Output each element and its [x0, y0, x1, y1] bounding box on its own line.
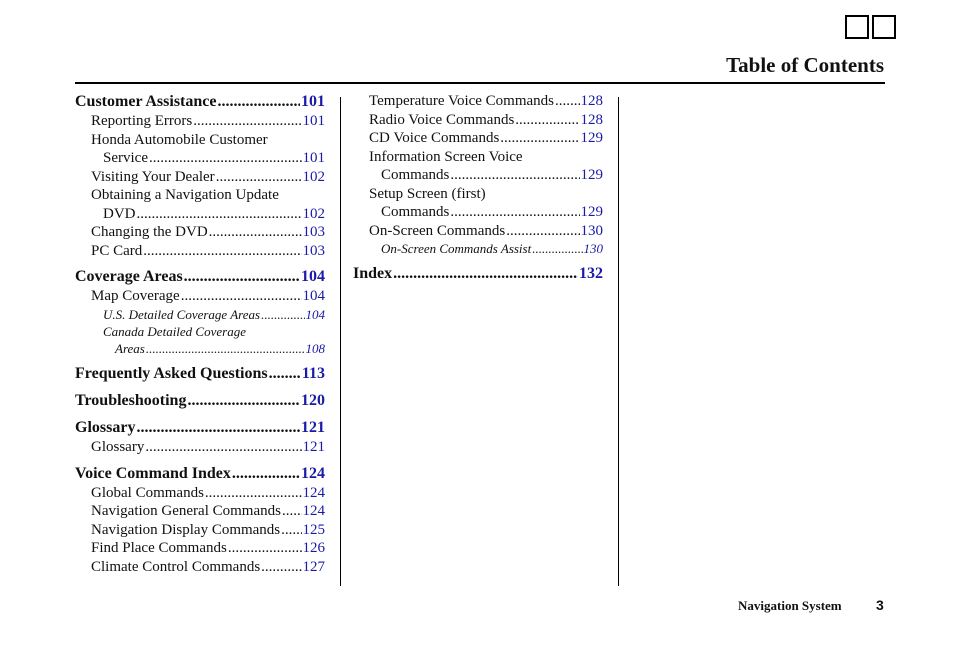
toc-entry-text: Map Coverage	[91, 288, 180, 304]
page-nav-boxes	[845, 15, 896, 39]
dot-leader	[555, 92, 579, 111]
toc-entry-text: Glossary	[91, 439, 145, 456]
toc-entry-text: Changing the DVD	[91, 224, 208, 240]
toc-column-1	[75, 92, 325, 576]
dot-leader	[506, 222, 579, 241]
dot-leader	[500, 129, 579, 148]
toc-entry-text: Reporting Errors	[91, 113, 193, 129]
dot-leader	[216, 168, 302, 187]
dot-leader	[281, 521, 301, 540]
dot-leader	[146, 340, 305, 357]
title-rule	[75, 82, 885, 84]
toc-page-link[interactable]: 128	[580, 93, 603, 109]
toc-entry-text: Information Screen Voice	[369, 148, 523, 165]
toc-page-link[interactable]: 127	[302, 558, 325, 575]
toc-page-link[interactable]: 124	[301, 464, 325, 482]
toc-entry[interactable]	[353, 166, 603, 185]
toc-entry[interactable]	[75, 539, 325, 558]
toc-entry-text: DVD	[103, 205, 136, 222]
toc-entry-text: Temperature Voice Commands	[369, 93, 555, 109]
toc-entry	[75, 323, 325, 340]
toc-entry-text: Frequently Asked Questions	[75, 365, 268, 383]
toc-column-2	[353, 92, 603, 284]
toc-entry[interactable]	[75, 438, 325, 457]
toc-entry-text: Navigation General Commands	[91, 503, 281, 520]
dot-leader	[137, 205, 302, 224]
toc-section[interactable]	[75, 267, 325, 287]
toc-section[interactable]	[75, 418, 325, 438]
toc-entry-text: Areas	[115, 341, 145, 357]
dot-leader	[232, 464, 300, 484]
toc-entry	[75, 131, 325, 150]
dot-leader	[136, 418, 300, 438]
toc-entry	[353, 148, 603, 167]
toc-entry[interactable]	[75, 484, 325, 503]
toc-entry	[75, 186, 325, 205]
dot-leader	[217, 92, 300, 112]
dot-leader	[393, 264, 578, 284]
nav-box-left[interactable]	[845, 15, 869, 39]
toc-page-link[interactable]: 128	[580, 111, 603, 128]
toc-section[interactable]	[75, 391, 325, 411]
toc-page-link[interactable]: 129	[580, 130, 603, 146]
dot-leader	[515, 111, 579, 130]
toc-entry[interactable]	[75, 306, 325, 323]
toc-page-link[interactable]: 124	[302, 484, 325, 501]
page-title: Table of Contents	[726, 53, 884, 77]
dot-leader	[184, 267, 300, 287]
toc-entry[interactable]	[353, 203, 603, 222]
toc-page-link[interactable]: 129	[580, 204, 603, 220]
toc-entry[interactable]	[353, 222, 603, 241]
dot-leader	[532, 240, 582, 257]
toc-page-link[interactable]: 104	[305, 306, 325, 322]
toc-entry[interactable]	[75, 149, 325, 168]
toc-entry[interactable]	[353, 111, 603, 130]
toc-entry-text: Global Commands	[91, 484, 204, 501]
dot-leader	[269, 364, 301, 384]
dot-leader	[187, 391, 300, 411]
toc-section[interactable]	[75, 92, 325, 112]
dot-leader	[181, 287, 302, 306]
toc-entry-text: PC Card	[91, 242, 143, 259]
toc-page-link[interactable]: 103	[302, 242, 325, 259]
dot-leader	[282, 502, 302, 521]
toc-page-link[interactable]: 102	[302, 168, 325, 185]
dot-leader	[209, 223, 302, 242]
toc-entry[interactable]	[75, 168, 325, 187]
column-divider-right	[618, 97, 619, 586]
toc-entry-text: Visiting Your Dealer	[91, 168, 215, 185]
toc-entry-text: On-Screen Commands Assist	[381, 241, 532, 256]
toc-page-link[interactable]: 101	[302, 150, 325, 166]
toc-entry-text: Service	[103, 150, 148, 166]
toc-entry[interactable]	[353, 129, 603, 148]
toc-entry-text: Voice Command Index	[75, 464, 231, 482]
toc-page-link[interactable]: 121	[302, 439, 325, 456]
dot-leader	[228, 539, 302, 558]
dot-leader	[450, 203, 579, 222]
toc-entry[interactable]	[75, 223, 325, 242]
toc-entry-text: Navigation Display Commands	[91, 521, 281, 538]
dot-leader	[193, 112, 301, 131]
toc-entry-text: Coverage Areas	[75, 268, 183, 285]
toc-page-link[interactable]: 101	[301, 93, 325, 110]
column-divider-left	[340, 97, 341, 586]
toc-entry-text: Radio Voice Commands	[369, 111, 515, 128]
toc-entry[interactable]	[75, 242, 325, 261]
toc-page-link[interactable]: 124	[302, 503, 325, 520]
toc-entry-text: Commands	[381, 167, 450, 183]
toc-entry-text: U.S. Detailed Coverage Areas	[103, 306, 261, 322]
toc-page-link[interactable]: 108	[305, 341, 325, 357]
toc-page-link[interactable]: 129	[580, 167, 603, 183]
toc-page-link[interactable]: 104	[301, 268, 325, 285]
toc-page-link[interactable]: 104	[302, 288, 325, 304]
toc-page-link[interactable]: 130	[583, 241, 603, 256]
toc-page-link[interactable]: 132	[579, 265, 603, 283]
toc-page-link[interactable]: 120	[301, 392, 325, 410]
toc-page-link[interactable]: 102	[302, 205, 325, 222]
toc-entry-text: Index	[353, 265, 393, 283]
toc-entry-text: Troubleshooting	[75, 392, 187, 410]
nav-box-right[interactable]	[872, 15, 896, 39]
dot-leader	[149, 149, 302, 168]
toc-entry-text: Customer Assistance	[75, 93, 217, 110]
dot-leader	[261, 558, 301, 577]
toc-entry[interactable]	[353, 92, 603, 111]
dot-leader	[143, 242, 301, 261]
footer-label: Navigation System	[738, 598, 842, 613]
toc-entry-text: Setup Screen (first)	[369, 185, 486, 202]
toc-section[interactable]	[353, 264, 603, 284]
toc-entry[interactable]	[75, 112, 325, 131]
toc-entry-text: Obtaining a Navigation Update	[91, 187, 279, 203]
dot-leader	[261, 306, 304, 323]
toc-entry[interactable]	[75, 558, 325, 577]
toc-entry[interactable]	[75, 502, 325, 521]
toc-entry[interactable]	[75, 205, 325, 224]
toc-entry[interactable]	[353, 240, 603, 257]
toc-entry-text: On-Screen Commands	[369, 222, 506, 239]
dot-leader	[450, 166, 579, 185]
toc-page-link[interactable]: 103	[302, 224, 325, 240]
toc-section[interactable]	[75, 464, 325, 484]
toc-entry[interactable]	[75, 287, 325, 306]
toc-entry-text: Glossary	[75, 419, 136, 437]
dot-leader	[145, 438, 301, 457]
toc-entry[interactable]	[75, 340, 325, 357]
toc-page-link[interactable]: 130	[580, 222, 603, 239]
toc-entry-text: Commands	[381, 204, 450, 220]
toc-page-link[interactable]: 125	[302, 521, 325, 538]
dot-leader	[205, 484, 302, 503]
toc-page-link[interactable]: 126	[302, 540, 325, 557]
page-number: 3	[876, 597, 884, 613]
toc-entry[interactable]	[75, 521, 325, 540]
toc-page-link[interactable]: 101	[302, 113, 325, 129]
toc-entry-text: CD Voice Commands	[369, 130, 500, 146]
toc-entry-text: Canada Detailed Coverage	[103, 323, 246, 339]
toc-entry-text: Honda Automobile Customer	[91, 131, 268, 148]
toc-section[interactable]	[75, 364, 325, 384]
toc-page-link[interactable]: 113	[301, 365, 325, 383]
toc-entry-text: Climate Control Commands	[91, 558, 261, 575]
toc-entry	[353, 185, 603, 204]
toc-entry-text: Find Place Commands	[91, 540, 227, 557]
toc-page-link[interactable]: 121	[301, 419, 325, 437]
